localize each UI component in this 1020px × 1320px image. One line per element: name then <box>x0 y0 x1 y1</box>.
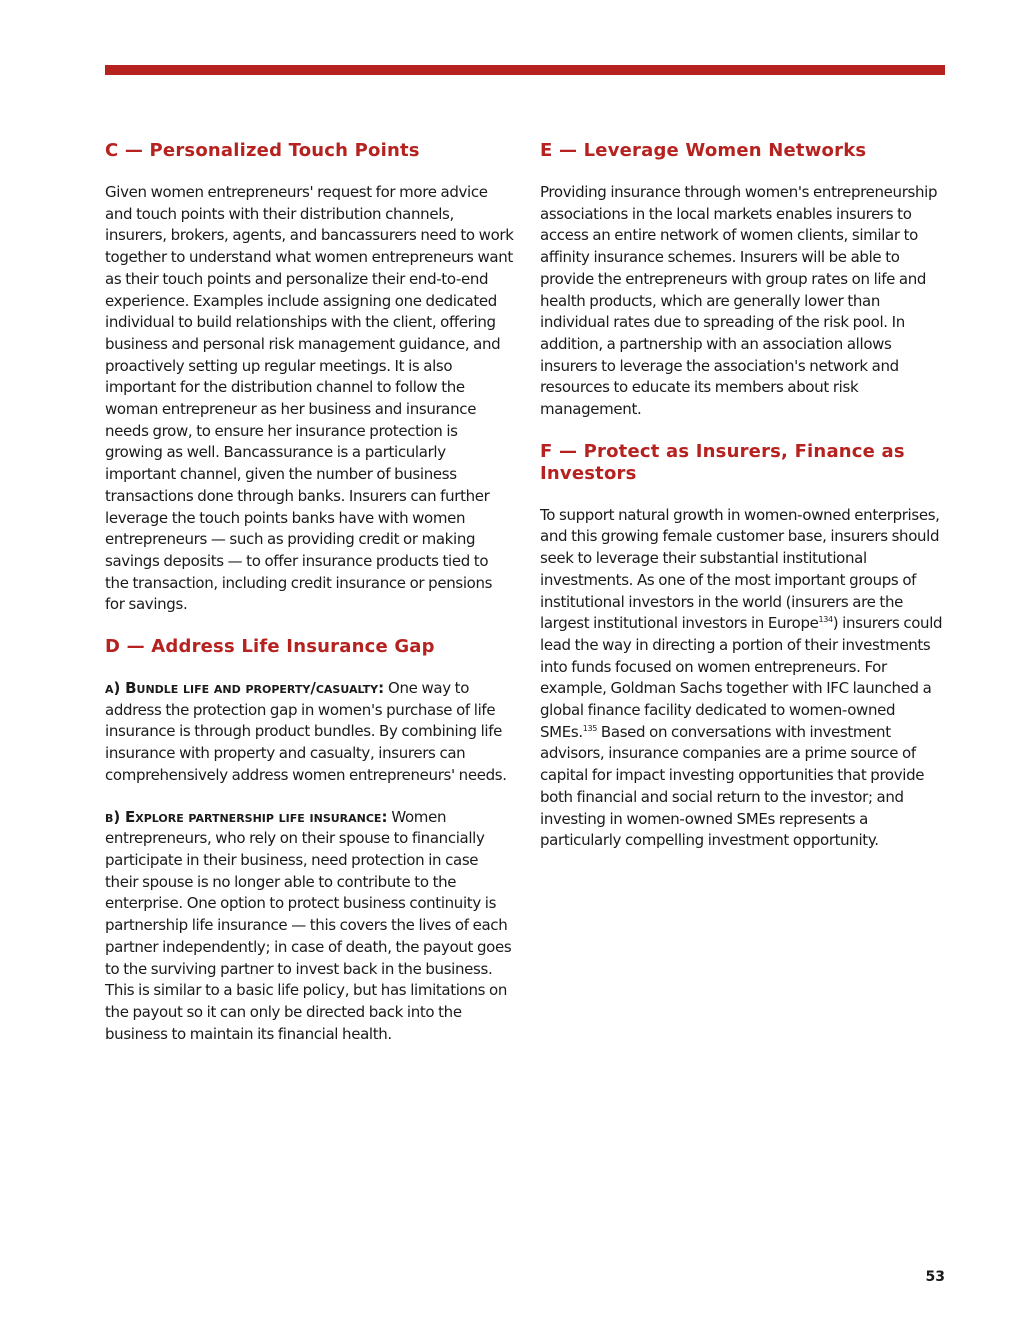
footnote-ref-134: 134 <box>818 615 833 625</box>
page-number: 53 <box>925 1269 945 1285</box>
section-d-heading: D — Address Life Insurance Gap <box>105 636 435 658</box>
section-f-body-part-3: Based on conversations with investment advisors, insurance companies are a prime source of capital for impact investing opportunities that provide both financial and social return to the investor; and investing in women-owned SMEs represents a particularly compelling investment opportunity. <box>540 722 925 850</box>
section-d-item-a <box>105 678 515 787</box>
section-c-body: Given women entrepreneurs' request for more advice and touch points with their distribution channels, insurers, brokers, agents, and bancassurers need to work together to understand what women entrepreneurs want as their touch points and personalize their end-to-end experience. Examples include assigning one dedicated individual to build relationships with the client, offering business and personal risk management guidance, and proactively setting up regular meetings. It is also important for the distribution channel to follow the woman entrepreneur as her business and insurance needs grow, to ensure her insurance protection is growing as well. Bancassurance is a particularly important channel, given the number of business transactions done through banks. Insurers can further leverage the touch points banks have with women entrepreneurs — such as providing credit or making savings deposits — to offer insurance products tied to the transaction, including credit insurance or pensions for savings. <box>105 183 514 614</box>
section-d-item-a-label: a) Bundle life and property/casualty: <box>105 679 385 698</box>
section-f-body <box>540 505 950 852</box>
section-c-heading: C — Personalized Touch Points <box>105 140 420 161</box>
section-f-heading: F — Protect as Insurers, Finance as Investors <box>540 440 905 484</box>
left-column <box>105 140 515 1045</box>
section-f-body-part-1: To support natural growth in women-owned enterprises, and this growing female customer base, insurers should seek to leverage their substantial institutional investments. As one of the most important groups of institutional investors in the world (insurers are the largest institutional investors in Europe <box>540 505 940 633</box>
section-f-body-part-2: ) insurers could lead the way in directing a portion of their investments into funds focused on women entrepreneurs. For example, Goldman Sachs together with IFC launched a global finance facility dedicated to women-owned SMEs. <box>540 614 943 741</box>
section-d-item-a-body: One way to address the protection gap in women's purchase of life insurance is through product bundles. By combining life insurance with property and casualty, insurers can comprehensively address women entrepreneurs' needs. <box>105 679 507 784</box>
section-d-item-b-label: b) Explore partnership life insurance: <box>105 807 388 826</box>
section-d-item-b-body: Women entrepreneurs, who rely on their spouse to financially participate in their business, need protection in case their spouse is no longer able to contribute to the enterprise. One option to protect business continuity is partnership life insurance — this covers the lives of each partner independently; in case of death, the payout goes to the surviving partner to invest back in the business. This is similar to a basic life policy, but has limitations on the payout so it can only be directed back into the business to maintain its financial health. <box>105 807 512 1043</box>
section-e-heading: E — Leverage Women Networks <box>540 140 867 161</box>
right-column <box>540 140 950 852</box>
footnote-ref-135: 135 <box>582 723 598 733</box>
section-e-body: Providing insurance through women's entrepreneurship associations in the local markets enables insurers to access an entire network of women clients, similar to affinity insurance schemes. Insurers will be able to provide the entrepreneurs with group rates on life and health products, which are generally lower than individual rates due to spreading of the risk pool. In addition, a partnership with an association allows insurers to leverage the association's network and resources to educate its members about risk management. <box>540 183 938 419</box>
section-d-item-b <box>105 807 515 1046</box>
top-rule <box>105 65 945 75</box>
